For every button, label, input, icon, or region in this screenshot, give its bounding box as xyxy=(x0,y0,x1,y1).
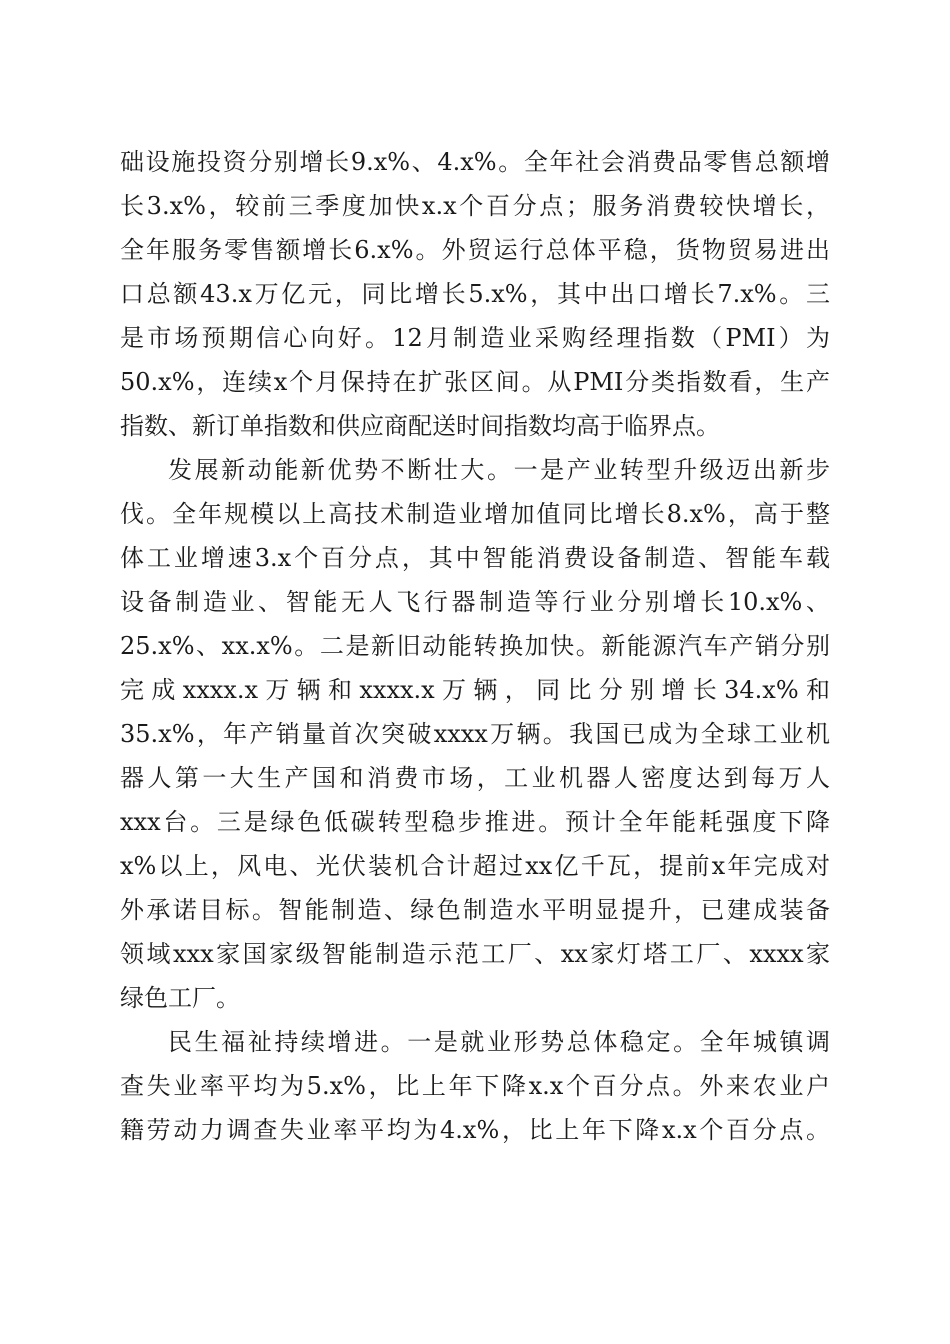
text-line: 查失业率平均为5.x%，比上年下降x.x个百分点。外来农业户 xyxy=(120,1072,830,1100)
text-line: x%以上，风电、光伏装机合计超过xx亿千瓦，提前x年完成对 xyxy=(120,852,830,880)
text-line: 全年服务零售额增长6.x%。外贸运行总体平稳，货物贸易进出 xyxy=(120,236,830,264)
text-line: 设备制造业、智能无人飞行器制造等行业分别增长10.x%、 xyxy=(120,588,830,616)
text-line: 发展新动能新优势不断壮大。一是产业转型升级迈出新步 xyxy=(168,456,830,484)
text-line: 长3.x%，较前三季度加快x.x个百分点；服务消费较快增长， xyxy=(120,192,830,220)
text-line: 指数、新订单指数和供应商配送时间指数均高于临界点。 xyxy=(120,412,720,440)
text-line: 35.x%，年产销量首次突破xxxx万辆。我国已成为全球工业机 xyxy=(120,720,830,748)
text-line: 籍劳动力调查失业率平均为4.x%，比上年下降x.x个百分点。 xyxy=(120,1116,830,1144)
text-line: 民生福祉持续增进。一是就业形势总体稳定。全年城镇调 xyxy=(168,1028,830,1056)
text-line: 领域xxx家国家级智能制造示范工厂、xx家灯塔工厂、xxxx家 xyxy=(120,940,830,968)
text-line: 是市场预期信心向好。12月制造业采购经理指数（PMI）为 xyxy=(120,324,830,352)
text-line: 25.x%、xx.x%。二是新旧动能转换加快。新能源汽车产销分别 xyxy=(120,632,830,660)
text-line: 伐。全年规模以上高技术制造业增加值同比增长8.x%，高于整 xyxy=(120,500,830,528)
text-line: 础设施投资分别增长9.x%、4.x%。全年社会消费品零售总额增 xyxy=(120,148,830,176)
text-line: 体工业增速3.x个百分点，其中智能消费设备制造、智能车载 xyxy=(120,544,830,572)
text-line: 外承诺目标。智能制造、绿色制造水平明显提升，已建成装备 xyxy=(120,896,830,924)
text-line: 口总额43.x万亿元，同比增长5.x%，其中出口增长7.x%。三 xyxy=(120,280,830,308)
paragraph-new-momentum xyxy=(120,448,830,1020)
document-body xyxy=(120,140,830,1152)
paragraph-livelihood xyxy=(120,1020,830,1152)
text-line: xxx台。三是绿色低碳转型稳步推进。预计全年能耗强度下降 xyxy=(120,808,830,836)
text-line: 完成xxxx.x万辆和xxxx.x万辆，同比分别增长34.x%和 xyxy=(120,676,830,704)
text-line: 器人第一大生产国和消费市场，工业机器人密度达到每万人 xyxy=(120,764,830,792)
text-line: 绿色工厂。 xyxy=(120,984,240,1012)
text-line: 50.x%，连续x个月保持在扩张区间。从PMI分类指数看，生产 xyxy=(120,368,830,396)
paragraph-economy-continuation xyxy=(120,140,830,448)
